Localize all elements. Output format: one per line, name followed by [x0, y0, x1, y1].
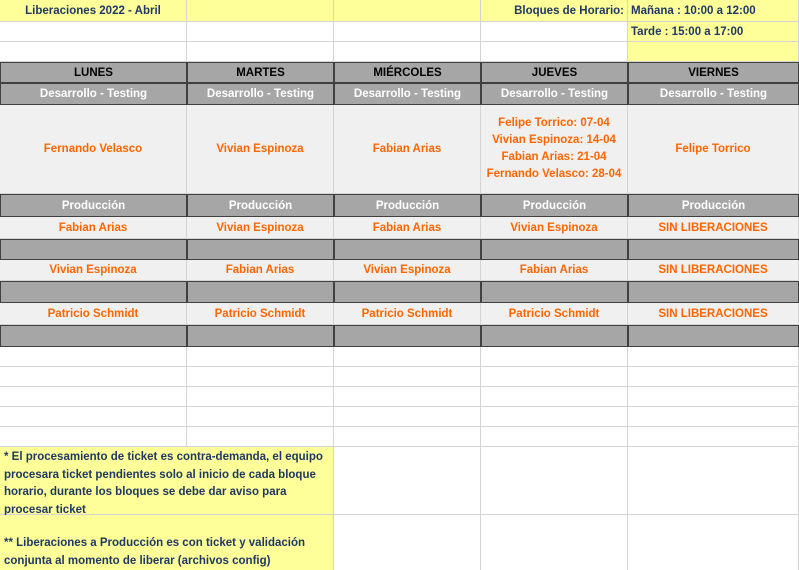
- empty-cell[interactable]: [628, 407, 799, 427]
- empty-cell[interactable]: [628, 387, 799, 407]
- production-header[interactable]: Producción: [187, 194, 334, 217]
- separator-cell[interactable]: [481, 281, 628, 303]
- testing-header[interactable]: Desarrollo - Testing: [187, 83, 334, 105]
- rotation-entry: Fabian Arias: 21-04: [501, 151, 607, 163]
- testing-assignee-lunes[interactable]: Fernando Velasco: [0, 105, 187, 194]
- production-assignee[interactable]: Fabian Arias: [334, 217, 481, 239]
- empty-cell[interactable]: [0, 367, 187, 387]
- empty-cell[interactable]: [334, 347, 481, 367]
- note-production-release[interactable]: ** Liberaciones a Producción es con ticket y validación conjunta al momento de liberar (archivos config): [0, 515, 334, 570]
- empty-cell[interactable]: [628, 447, 799, 515]
- production-assignee[interactable]: SIN LIBERACIONES: [628, 303, 799, 325]
- production-assignee[interactable]: Vivian Espinoza: [187, 217, 334, 239]
- production-assignee[interactable]: SIN LIBERACIONES: [628, 217, 799, 239]
- separator-cell[interactable]: [0, 239, 187, 260]
- testing-header[interactable]: Desarrollo - Testing: [628, 83, 799, 105]
- empty-cell[interactable]: [187, 347, 334, 367]
- empty-cell[interactable]: [334, 42, 481, 62]
- empty-cell[interactable]: [187, 427, 334, 447]
- empty-cell[interactable]: [628, 427, 799, 447]
- header-empty-cell[interactable]: [628, 42, 799, 62]
- separator-cell[interactable]: [334, 325, 481, 347]
- day-header-viernes[interactable]: VIERNES: [628, 62, 799, 83]
- testing-header[interactable]: Desarrollo - Testing: [481, 83, 628, 105]
- empty-cell[interactable]: [0, 407, 187, 427]
- empty-cell[interactable]: [628, 515, 799, 570]
- separator-cell[interactable]: [0, 281, 187, 303]
- empty-cell[interactable]: [628, 347, 799, 367]
- note-ticket-processing[interactable]: * El procesamiento de ticket es contra-demanda, el equipo procesara ticket pendientes solo al inicio de cada bloque horario, durante los bloques se debe dar aviso para procesar ticket: [0, 447, 334, 515]
- empty-cell[interactable]: [187, 367, 334, 387]
- empty-cell[interactable]: [481, 367, 628, 387]
- empty-cell[interactable]: [334, 427, 481, 447]
- empty-cell[interactable]: [334, 515, 481, 570]
- production-assignee[interactable]: Patricio Schmidt: [481, 303, 628, 325]
- production-assignee[interactable]: Patricio Schmidt: [334, 303, 481, 325]
- production-assignee[interactable]: Patricio Schmidt: [0, 303, 187, 325]
- separator-cell[interactable]: [628, 239, 799, 260]
- rotation-entry: Fernando Velasco: 28-04: [486, 168, 622, 180]
- header-empty-cell[interactable]: [334, 0, 481, 22]
- separator-cell[interactable]: [334, 281, 481, 303]
- separator-cell[interactable]: [187, 239, 334, 260]
- empty-cell[interactable]: [187, 22, 334, 42]
- empty-cell[interactable]: [481, 447, 628, 515]
- production-assignee[interactable]: Fabian Arias: [187, 260, 334, 281]
- separator-cell[interactable]: [628, 325, 799, 347]
- empty-cell[interactable]: [0, 387, 187, 407]
- production-assignee[interactable]: Patricio Schmidt: [187, 303, 334, 325]
- testing-assignee-viernes[interactable]: Felipe Torrico: [628, 105, 799, 194]
- separator-cell[interactable]: [628, 281, 799, 303]
- separator-cell[interactable]: [187, 325, 334, 347]
- rotation-entry: Felipe Torrico: 07-04: [498, 117, 610, 129]
- production-header[interactable]: Producción: [481, 194, 628, 217]
- day-header-lunes[interactable]: LUNES: [0, 62, 187, 83]
- morning-block[interactable]: Mañana : 10:00 a 12:00: [628, 0, 799, 22]
- blocks-label[interactable]: Bloques de Horario:: [481, 0, 628, 22]
- empty-cell[interactable]: [187, 42, 334, 62]
- production-assignee[interactable]: Fabian Arias: [0, 217, 187, 239]
- separator-cell[interactable]: [481, 239, 628, 260]
- testing-assignee-miercoles[interactable]: Fabian Arias: [334, 105, 481, 194]
- production-assignee[interactable]: Vivian Espinoza: [334, 260, 481, 281]
- header-empty-cell[interactable]: [187, 0, 334, 22]
- empty-cell[interactable]: [481, 22, 628, 42]
- empty-cell[interactable]: [334, 407, 481, 427]
- production-header[interactable]: Producción: [334, 194, 481, 217]
- separator-cell[interactable]: [481, 325, 628, 347]
- empty-cell[interactable]: [481, 427, 628, 447]
- day-header-martes[interactable]: MARTES: [187, 62, 334, 83]
- day-header-jueves[interactable]: JUEVES: [481, 62, 628, 83]
- production-assignee[interactable]: Vivian Espinoza: [481, 217, 628, 239]
- empty-cell[interactable]: [334, 387, 481, 407]
- production-assignee[interactable]: Fabian Arias: [481, 260, 628, 281]
- empty-cell[interactable]: [0, 22, 187, 42]
- sheet-title[interactable]: Liberaciones 2022 - Abril: [0, 0, 187, 22]
- empty-cell[interactable]: [334, 22, 481, 42]
- empty-cell[interactable]: [0, 42, 187, 62]
- empty-cell[interactable]: [187, 407, 334, 427]
- day-header-miercoles[interactable]: MIÉRCOLES: [334, 62, 481, 83]
- empty-cell[interactable]: [334, 447, 481, 515]
- testing-header[interactable]: Desarrollo - Testing: [0, 83, 187, 105]
- separator-cell[interactable]: [334, 239, 481, 260]
- separator-cell[interactable]: [0, 325, 187, 347]
- afternoon-block[interactable]: Tarde : 15:00 a 17:00: [628, 22, 799, 42]
- production-assignee[interactable]: Vivian Espinoza: [0, 260, 187, 281]
- rotation-entry: Vivian Espinoza: 14-04: [492, 134, 616, 146]
- empty-cell[interactable]: [334, 367, 481, 387]
- empty-cell[interactable]: [481, 407, 628, 427]
- empty-cell[interactable]: [481, 387, 628, 407]
- empty-cell[interactable]: [0, 347, 187, 367]
- empty-cell[interactable]: [0, 427, 187, 447]
- separator-cell[interactable]: [187, 281, 334, 303]
- empty-cell[interactable]: [481, 515, 628, 570]
- testing-assignee-martes[interactable]: Vivian Espinoza: [187, 105, 334, 194]
- testing-header[interactable]: Desarrollo - Testing: [334, 83, 481, 105]
- production-header[interactable]: Producción: [628, 194, 799, 217]
- empty-cell[interactable]: [481, 42, 628, 62]
- production-assignee[interactable]: SIN LIBERACIONES: [628, 260, 799, 281]
- empty-cell[interactable]: [187, 387, 334, 407]
- empty-cell[interactable]: [628, 367, 799, 387]
- empty-cell[interactable]: [481, 347, 628, 367]
- testing-assignee-jueves[interactable]: [481, 105, 628, 194]
- production-header[interactable]: Producción: [0, 194, 187, 217]
